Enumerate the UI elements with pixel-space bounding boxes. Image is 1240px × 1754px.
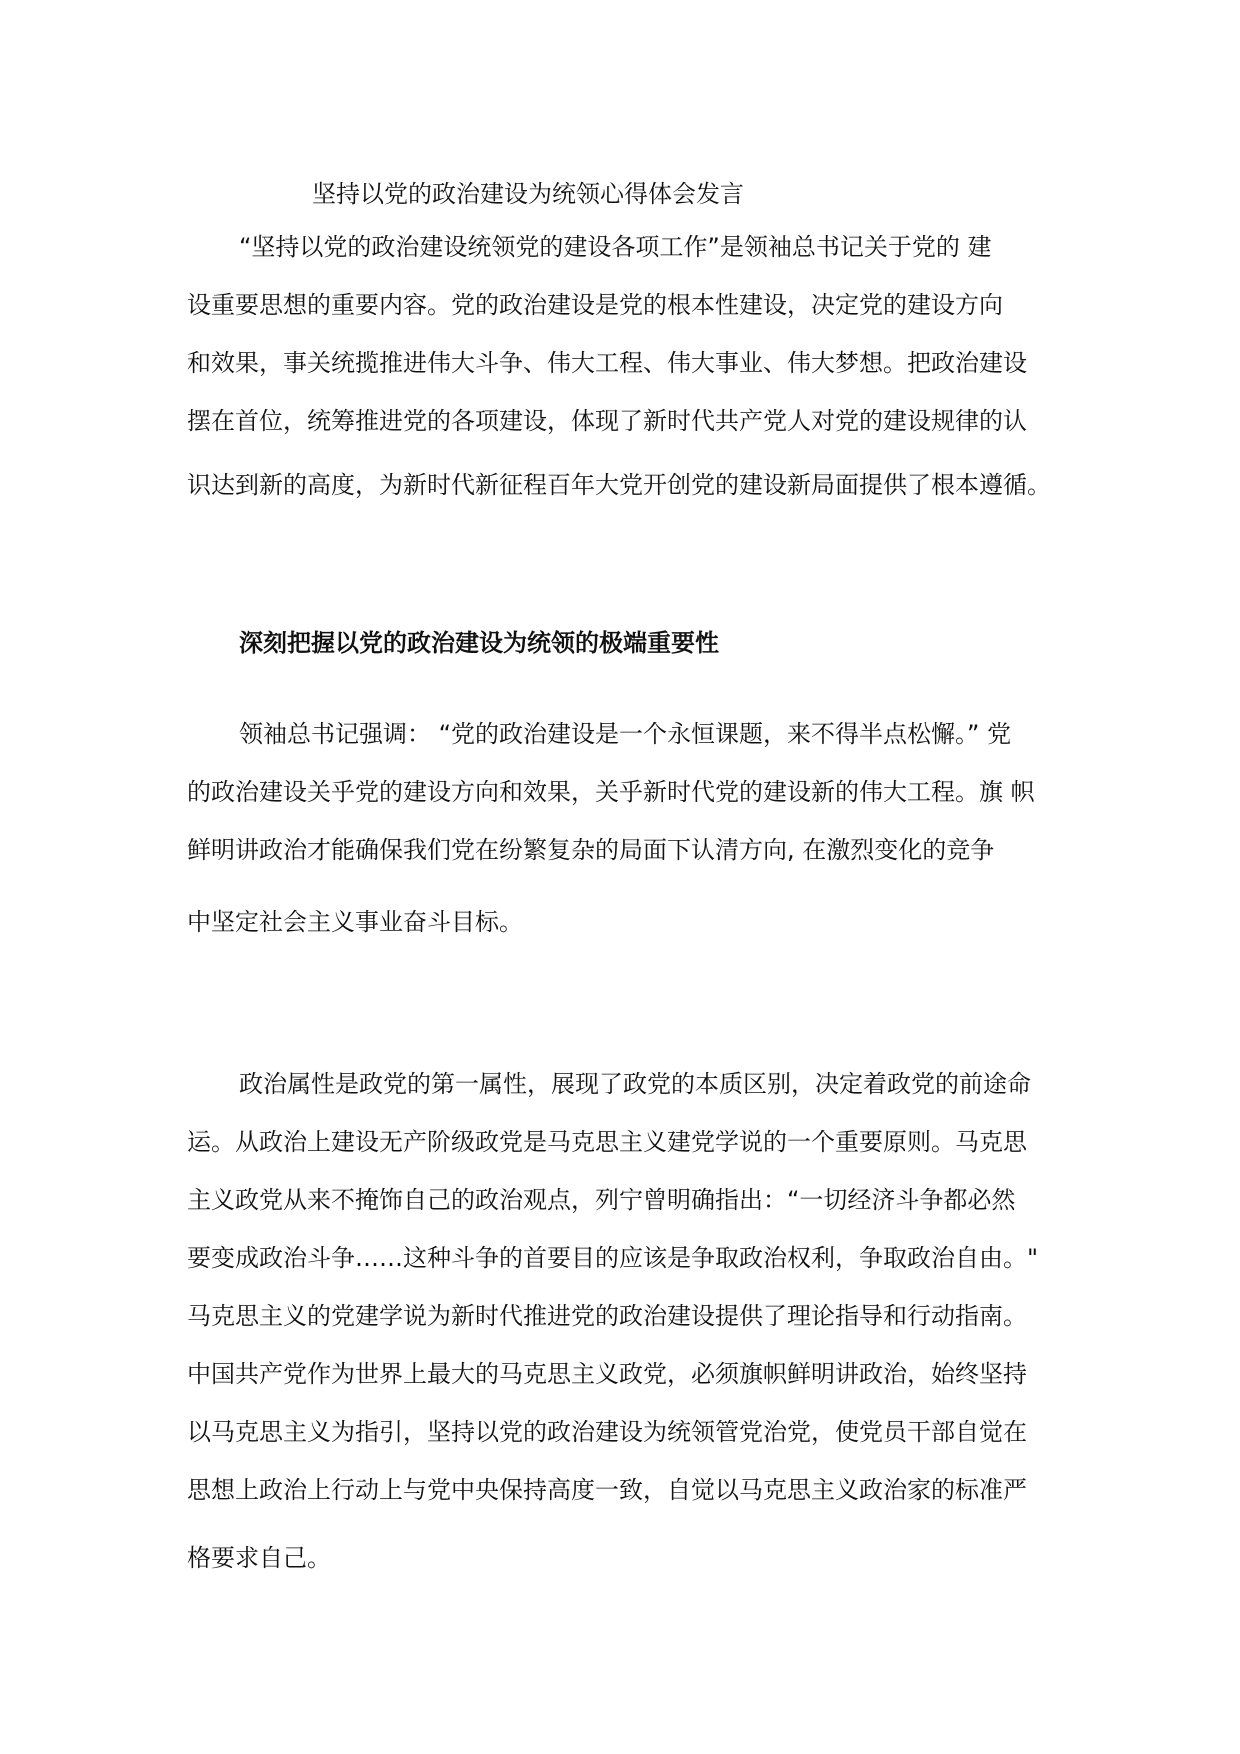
- text-line: 鲜明讲政治才能确保我们党在纷繁复杂的局面下认清方向, 在激烈变化的竞争: [187, 836, 995, 864]
- document-title: 坚持以党的政治建设为统领心得体会发言: [312, 180, 744, 208]
- text-line: 设重要思想的重要内容。党的政治建设是党的根本性建设，决定党的建设方向: [187, 291, 1003, 319]
- text-line: 的政治建设关乎党的建设方向和效果，关乎新时代党的建设新的伟大工程。旗 帜: [187, 778, 1035, 806]
- text-line: 运。从政治上建设无产阶级政党是马克思主义建党学说的一个重要原则。马克思: [187, 1128, 1027, 1156]
- section-heading: 深刻把握以党的政治建设为统领的极端重要性: [239, 629, 719, 657]
- text-line: 摆在首位，统筹推进党的各项建设，体现了新时代共产党人对党的建设规律的认: [187, 407, 1027, 435]
- body-paragraph: [187, 1055, 1067, 1593]
- text-line: 要变成政治斗争……这种斗争的首要目的应该是争取政治权利，争取政治自由。": [187, 1244, 1039, 1272]
- text-line: 和效果，事关统揽推进伟大斗争、伟大工程、伟大事业、伟大梦想。把政治建设: [187, 349, 1027, 377]
- text-line: 马克思主义的党建学说为新时代推进党的政治建设提供了理论指导和行动指南。: [187, 1302, 1027, 1330]
- text-line: 中坚定社会主义事业奋斗目标。: [187, 908, 523, 936]
- body-paragraph: [187, 705, 1067, 957]
- text-line: “坚持以党的政治建设统领党的建设各项工作”是领袖总书记关于党的 建: [239, 233, 992, 261]
- text-line: 主义政党从来不掩饰自己的政治观点，列宁曾明确指出：“一切经济斗争都必然: [187, 1186, 1016, 1214]
- text-line: 格要求自己。: [187, 1544, 331, 1572]
- text-line: 中国共产党作为世界上最大的马克思主义政党，必须旗帜鲜明讲政治，始终坚持: [187, 1360, 1027, 1388]
- text-line: 思想上政治上行动上与党中央保持高度一致，自觉以马克思主义政治家的标准严: [187, 1476, 1027, 1504]
- intro-paragraph: [187, 218, 1067, 520]
- text-line: 识达到新的高度，为新时代新征程百年大党开创党的建设新局面提供了根本遵循。: [187, 471, 1051, 499]
- text-line: 以马克思主义为指引，坚持以党的政治建设为统领管党治党，使党员干部自觉在: [187, 1418, 1027, 1446]
- text-line: 领袖总书记强调： “党的政治建设是一个永恒课题，来不得半点松懈。” 党: [239, 720, 1012, 748]
- text-line: 政治属性是政党的第一属性，展现了政党的本质区别，决定着政党的前途命: [239, 1070, 1031, 1098]
